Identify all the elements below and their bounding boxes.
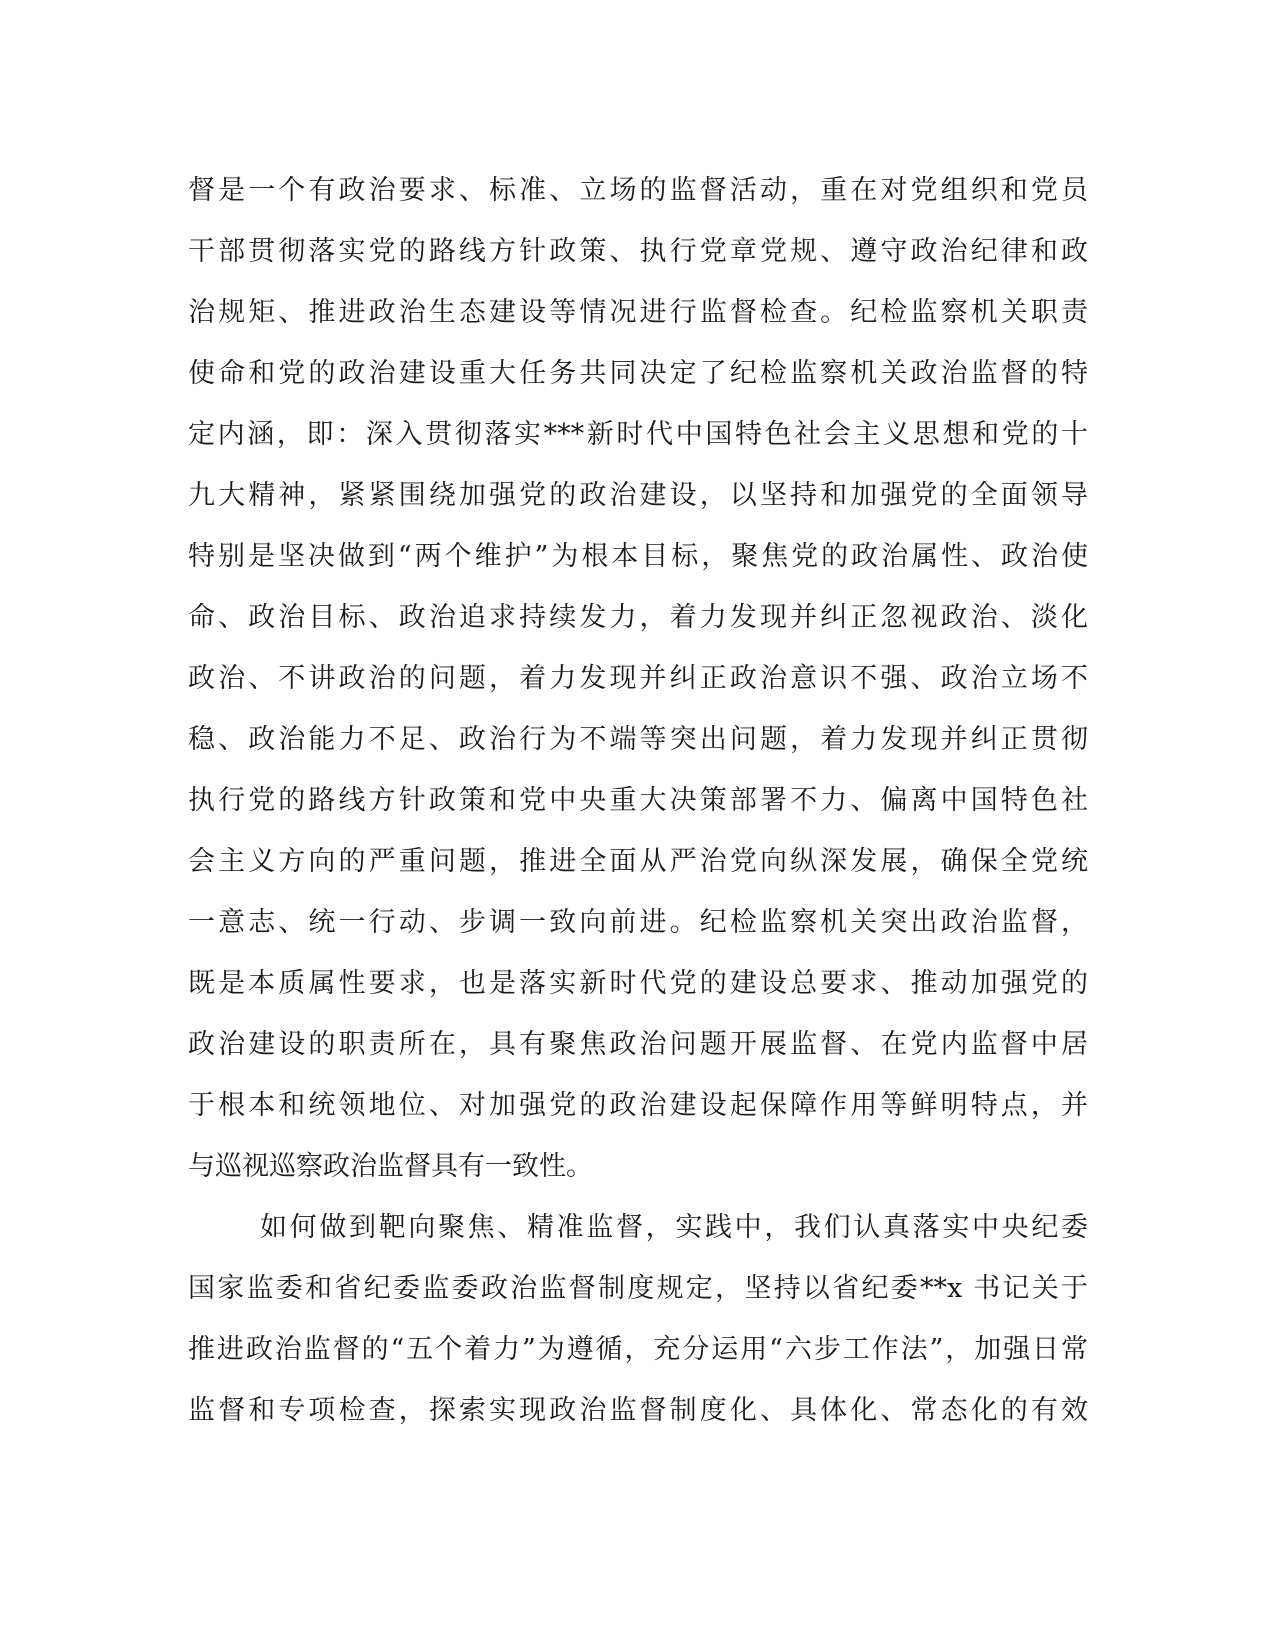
text-line: 推进政治监督的“五个着力”为遵循，充分运用“六步工作法”，加强日常 xyxy=(188,1334,1088,1365)
text-line: 国家监委和省纪委监委政治监督制度规定，坚持以省纪委**x 书记关于 xyxy=(188,1273,1088,1304)
text-line: 九大精神，紧紧围绕加强党的政治建设，以坚持和加强党的全面领导 xyxy=(188,480,1088,511)
text-line: 干部贯彻落实党的路线方针政策、执行党章党规、遵守政治纪律和政 xyxy=(188,236,1088,267)
text-line: 于根本和统领地位、对加强党的政治建设起保障作用等鲜明特点，并 xyxy=(188,1090,1088,1121)
text-line: 使命和党的政治建设重大任务共同决定了纪检监察机关政治监督的特 xyxy=(188,358,1088,389)
text-line: 政治建设的职责所在，具有聚焦政治问题开展监督、在党内监督中居 xyxy=(188,1029,1088,1060)
text-line: 特别是坚决做到“两个维护”为根本目标，聚焦党的政治属性、政治使 xyxy=(188,541,1088,572)
text-line: 政治、不讲政治的问题，着力发现并纠正政治意识不强、政治立场不 xyxy=(188,663,1088,694)
text-line: 命、政治目标、政治追求持续发力，着力发现并纠正忽视政治、淡化 xyxy=(188,602,1088,633)
paragraph-end-line: 与巡视巡察政治监督具有一致性。 xyxy=(188,1151,593,1182)
paragraph-start-line: 如何做到靶向聚焦、精准监督，实践中，我们认真落实中央纪委 xyxy=(260,1212,1088,1243)
body-text xyxy=(188,160,1088,1441)
text-line: 一意志、统一行动、步调一致向前进。纪检监察机关突出政治监督， xyxy=(188,907,1088,938)
text-line: 会主义方向的严重问题，推进全面从严治党向纵深发展，确保全党统 xyxy=(188,846,1088,877)
text-line: 督是一个有政治要求、标准、立场的监督活动，重在对党组织和党员 xyxy=(188,175,1088,206)
text-line: 监督和专项检查，探索实现政治监督制度化、具体化、常态化的有效 xyxy=(188,1395,1088,1426)
text-line: 治规矩、推进政治生态建设等情况进行监督检查。纪检监察机关职责 xyxy=(188,297,1088,328)
text-line: 执行党的路线方针政策和党中央重大决策部署不力、偏离中国特色社 xyxy=(188,785,1088,816)
text-line: 稳、政治能力不足、政治行为不端等突出问题，着力发现并纠正贯彻 xyxy=(188,724,1088,755)
text-line: 既是本质属性要求，也是落实新时代党的建设总要求、推动加强党的 xyxy=(188,968,1088,999)
text-line: 定内涵，即：深入贯彻落实***新时代中国特色社会主义思想和党的十 xyxy=(188,419,1088,450)
